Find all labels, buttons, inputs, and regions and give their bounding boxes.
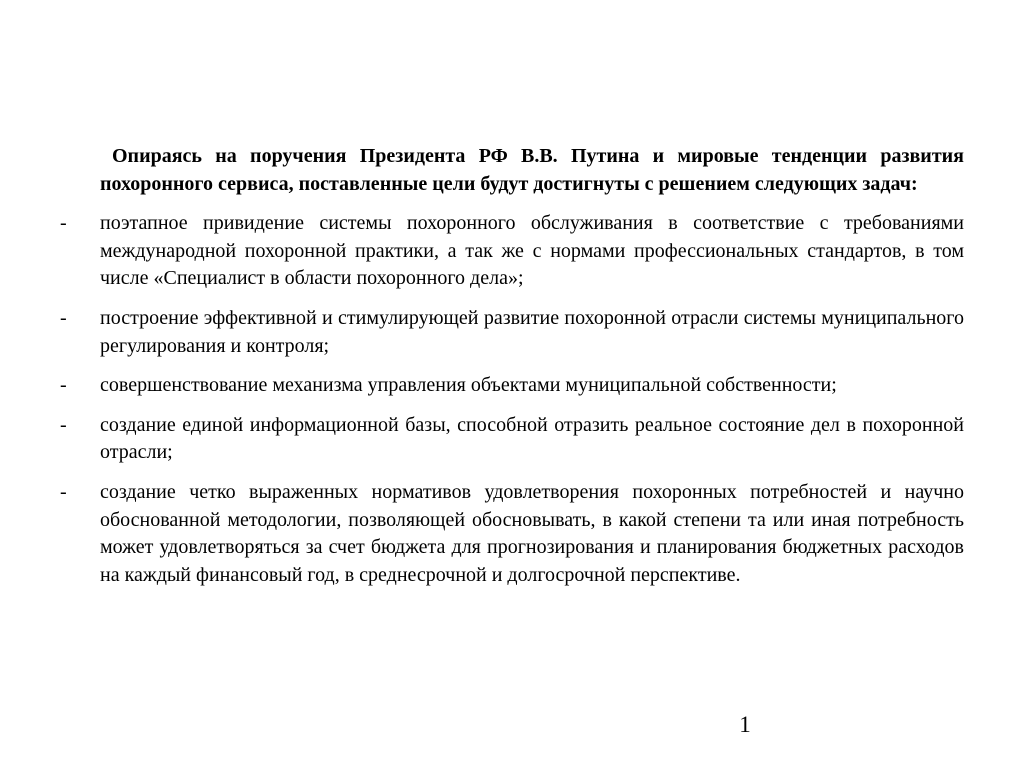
list-item	[60, 412, 964, 467]
list-item-text: совершенствование механизма управления объектами муниципальной собственности;	[100, 374, 837, 397]
list-item	[60, 305, 964, 360]
list-item-text: создание четко выраженных нормативов удовлетворения похоронных потребностей и научно обоснованной методологии, позволяющей обосновывать, в какой степени та или иная потребность может удовлетворяться за счет бюджета для прогнозирования и планирования бюджетных расходов на каждый финансовый год, в среднесрочной и долгосрочной перспективе.	[100, 480, 964, 586]
slide-body	[60, 143, 964, 601]
list-item	[60, 210, 964, 293]
list-item	[60, 479, 964, 589]
list-item	[60, 372, 964, 400]
list-item-dash: -	[60, 480, 67, 503]
list-item-text: поэтапное привидение системы похоронного обслуживания в соответствие с требованиями международной похоронной практики, а так же с нормами профессиональных стандартов, в том числе «Специалист в области похоронного дела»;	[100, 212, 964, 290]
list-item-text: создание единой информационной базы, способной отразить реальное состояние дел в похоронной отрасли;	[100, 413, 964, 464]
page-number: 1	[739, 712, 751, 737]
list-item-text: построение эффективной и стимулирующей развитие похоронной отрасли системы муниципального регулирования и контроля;	[100, 306, 964, 357]
list-item-dash: -	[60, 374, 67, 397]
list-item-dash: -	[60, 306, 67, 329]
intro-paragraph: Опираясь на поручения Президента РФ В.В. Путина и мировые тенденции развития похоронного сервиса, поставленные цели будут достигнуты с решением следующих задач:	[100, 145, 964, 195]
list-item-dash: -	[60, 413, 67, 436]
list-item-dash: -	[60, 212, 67, 235]
